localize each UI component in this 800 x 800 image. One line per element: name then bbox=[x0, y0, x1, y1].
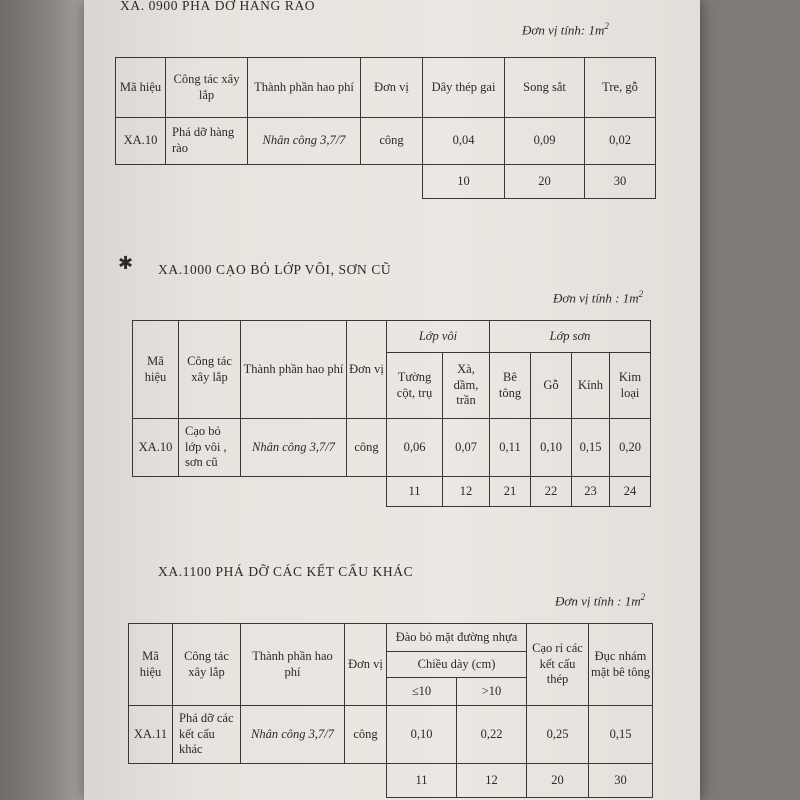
cell-work: Cạo bỏ lớp vôi , sơn cũ bbox=[179, 419, 241, 477]
header-code: Mã hiệu bbox=[133, 321, 179, 419]
table-code-row bbox=[133, 477, 651, 507]
unit-label-xa1000: Đơn vị tính : $1m^2$ bbox=[553, 289, 644, 306]
cell-component: Nhân công 3,7/7 bbox=[241, 706, 345, 764]
cell-code-number: 20 bbox=[527, 764, 589, 798]
asterisk-marker: ✱ bbox=[118, 253, 134, 273]
header-glass: Kính bbox=[572, 353, 610, 419]
header-bamboo-wood: Tre, gỗ bbox=[585, 58, 656, 118]
header-thickness: Chiều dày (cm) bbox=[387, 652, 527, 678]
table-row bbox=[133, 419, 651, 477]
cell-work: Phá dỡ các kết cấu khác bbox=[173, 706, 241, 764]
cell-code-number: 24 bbox=[610, 477, 651, 507]
cell-value: 0,25 bbox=[527, 706, 589, 764]
header-component: Thành phần hao phí bbox=[241, 321, 347, 419]
cell-code: XA.10 bbox=[133, 419, 179, 477]
cell-code-number: 30 bbox=[589, 764, 653, 798]
cell-value: 0,15 bbox=[589, 706, 653, 764]
cell-unit: công bbox=[361, 118, 423, 165]
cell-value: 0,10 bbox=[531, 419, 572, 477]
cell-code-number: 21 bbox=[490, 477, 531, 507]
header-barbed-wire: Dây thép gai bbox=[423, 58, 505, 118]
header-component: Thành phần hao phí bbox=[248, 58, 361, 118]
section-title-xa1100: XA.1100 PHÁ DỠ CÁC KẾT CẤU KHÁC bbox=[158, 564, 414, 579]
table-xa1000 bbox=[132, 320, 651, 507]
cell-unit: công bbox=[345, 706, 387, 764]
cell-value: 0,06 bbox=[387, 419, 443, 477]
header-asphalt-removal: Đào bỏ mặt đường nhựa bbox=[387, 624, 527, 652]
cell-code-number: 20 bbox=[505, 165, 585, 199]
table-xa0900 bbox=[115, 57, 656, 199]
header-code: Mã hiệu bbox=[116, 58, 166, 118]
cell-value: 0,04 bbox=[423, 118, 505, 165]
header-work: Công tác xây lắp bbox=[173, 624, 241, 706]
table-code-row bbox=[116, 165, 656, 199]
header-work: Công tác xây lắp bbox=[166, 58, 248, 118]
header-le10: ≤10 bbox=[387, 678, 457, 706]
unit-label-xa1100: Đơn vị tính : $1m^2$ bbox=[555, 592, 646, 609]
header-component: Thành phần hao phí bbox=[241, 624, 345, 706]
header-rust-scraping: Cạo rỉ các kết cấu thép bbox=[527, 624, 589, 706]
cell-code: XA.11 bbox=[129, 706, 173, 764]
cell-code-number: 12 bbox=[457, 764, 527, 798]
header-wall-column: Tường cột, trụ bbox=[387, 353, 443, 419]
cell-value: 0,09 bbox=[505, 118, 585, 165]
header-lime-layer: Lớp vôi bbox=[387, 321, 490, 353]
section-title-xa0900: XA. 0900 PHÁ DỠ HÀNG RÀO bbox=[120, 0, 316, 13]
cell-value: 0,02 bbox=[585, 118, 656, 165]
header-beam-ceiling: Xà, dầm, trần bbox=[443, 353, 490, 419]
table-row bbox=[116, 118, 656, 165]
header-work: Công tác xây lắp bbox=[179, 321, 241, 419]
table-header-row bbox=[129, 624, 653, 652]
table-header-row bbox=[133, 321, 651, 353]
header-metal: Kim loại bbox=[610, 353, 651, 419]
cell-code-number: 11 bbox=[387, 764, 457, 798]
cell-code-number: 12 bbox=[443, 477, 490, 507]
cell-code-number: 22 bbox=[531, 477, 572, 507]
cell-code-number: 11 bbox=[387, 477, 443, 507]
table-header-row bbox=[116, 58, 656, 118]
table-xa1100 bbox=[128, 623, 653, 798]
header-unit: Đơn vị bbox=[361, 58, 423, 118]
header-unit: Đơn vị bbox=[347, 321, 387, 419]
cell-unit: công bbox=[347, 419, 387, 477]
cell-value: 0,15 bbox=[572, 419, 610, 477]
header-concrete-roughening: Đục nhám mặt bê tông bbox=[589, 624, 653, 706]
header-paint-layer: Lớp sơn bbox=[490, 321, 651, 353]
cell-code-number: 10 bbox=[423, 165, 505, 199]
header-wood: Gỗ bbox=[531, 353, 572, 419]
cell-component: Nhân công 3,7/7 bbox=[241, 419, 347, 477]
header-gt10: >10 bbox=[457, 678, 527, 706]
book-spine-shadow bbox=[0, 0, 84, 800]
cell-code: XA.10 bbox=[116, 118, 166, 165]
cell-work: Phá dỡ hàng rào bbox=[166, 118, 248, 165]
table-row bbox=[129, 706, 653, 764]
header-code: Mã hiệu bbox=[129, 624, 173, 706]
unit-label-xa0900: Đơn vị tính: $1m^2$ bbox=[522, 21, 609, 38]
cell-value: 0,22 bbox=[457, 706, 527, 764]
cell-value: 0,20 bbox=[610, 419, 651, 477]
cell-code-number: 23 bbox=[572, 477, 610, 507]
section-title-xa1000: XA.1000 CẠO BỎ LỚP VÔI, SƠN CŨ bbox=[158, 262, 392, 277]
header-iron-bars: Song sắt bbox=[505, 58, 585, 118]
header-unit: Đơn vị bbox=[345, 624, 387, 706]
cell-value: 0,07 bbox=[443, 419, 490, 477]
header-concrete: Bê tông bbox=[490, 353, 531, 419]
cell-value: 0,10 bbox=[387, 706, 457, 764]
cell-value: 0,11 bbox=[490, 419, 531, 477]
table-code-row bbox=[129, 764, 653, 798]
cell-code-number: 30 bbox=[585, 165, 656, 199]
cell-component: Nhân công 3,7/7 bbox=[248, 118, 361, 165]
